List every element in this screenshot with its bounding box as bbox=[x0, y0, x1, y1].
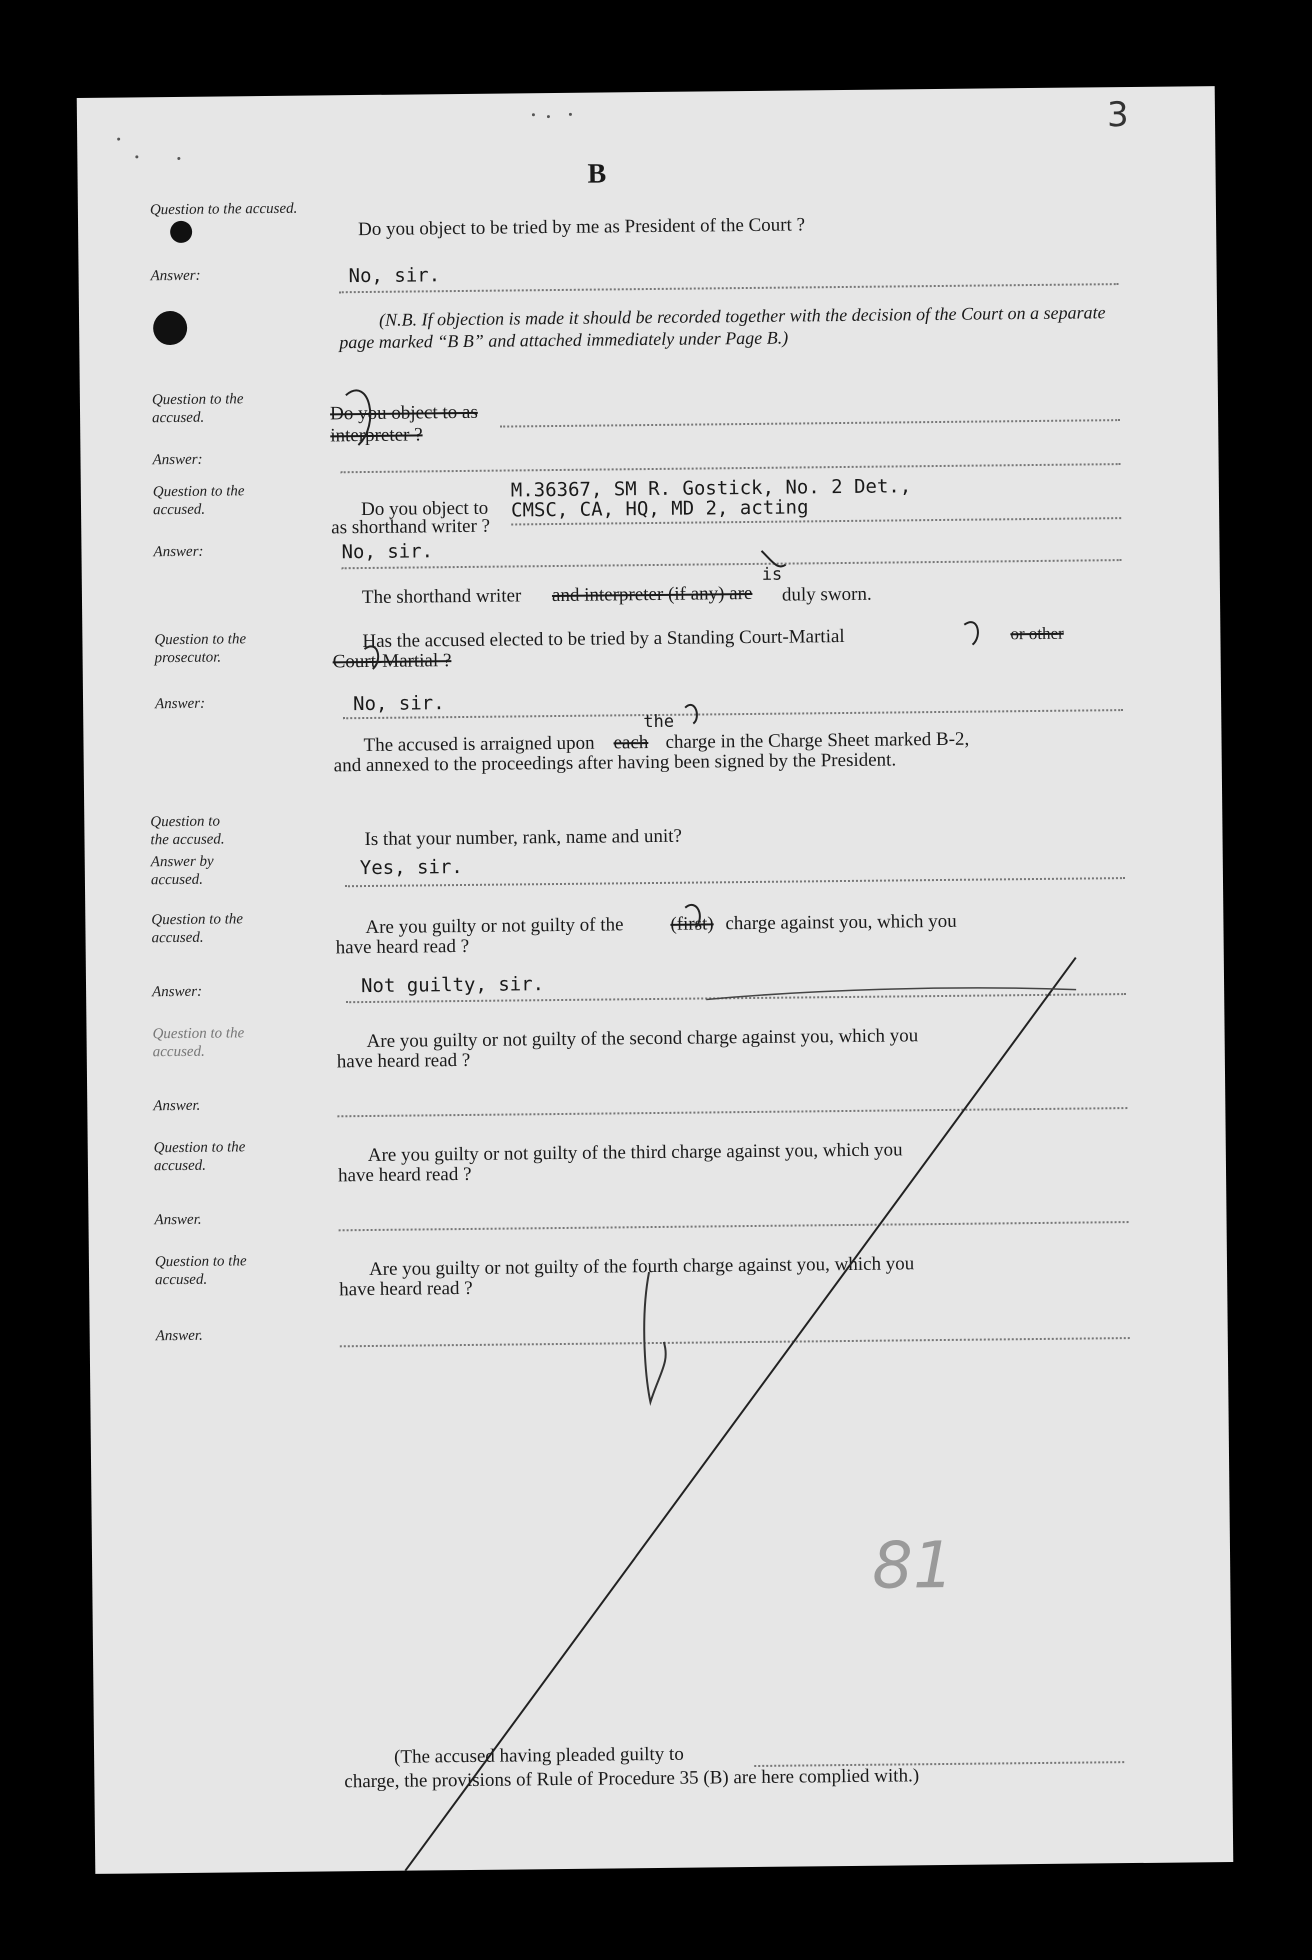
answer-text: No, sir. bbox=[348, 264, 441, 288]
struck-text: and interpreter (if any) are bbox=[551, 582, 753, 607]
question-text: Are you guilty or not guilty of the second charge against you, which you bbox=[366, 1025, 919, 1053]
pen-marks-overlay bbox=[77, 86, 1234, 1874]
answer-label: Answer. bbox=[155, 1327, 203, 1345]
question-label: Question to the accused. bbox=[149, 200, 298, 219]
answer-text: No, sir. bbox=[352, 692, 445, 716]
struck-interpreter-question: Do you object to as interpreter ? bbox=[329, 401, 478, 447]
answer-label: Answer. bbox=[153, 1097, 201, 1115]
question-text: Do you object to be tried by me as President of the Court ? bbox=[358, 214, 806, 241]
question-text: Are you guilty or not guilty of the fourth charge against you, which you bbox=[368, 1253, 915, 1281]
page-title: B bbox=[587, 158, 607, 190]
question-label: Question to the accused. bbox=[151, 391, 244, 427]
inserted-word: is bbox=[761, 564, 783, 585]
answer-label: Answer: bbox=[150, 267, 201, 285]
question-label: the accused. bbox=[150, 831, 225, 849]
question-label: Question to the accused. bbox=[153, 1139, 246, 1175]
answer-label: Answer: bbox=[152, 983, 203, 1001]
question-label: Question to the accused. bbox=[151, 911, 244, 947]
initials-mark bbox=[964, 622, 978, 645]
question-text: Are you guilty or not guilty of the third charge against you, which you bbox=[367, 1139, 903, 1167]
answer-text: No, sir. bbox=[341, 540, 434, 564]
typed-name-line-2: CMSC, CA, HQ, MD 2, acting bbox=[510, 496, 809, 522]
sworn-statement-start: The shorthand writer bbox=[361, 585, 522, 609]
initials-mark bbox=[364, 646, 378, 669]
answer-label: accused. bbox=[150, 871, 204, 889]
question-label: Question to bbox=[150, 813, 220, 831]
arraignment-text-line-2: and annexed to the proceedings after having been signed by the President. bbox=[333, 749, 897, 777]
initials-mark bbox=[762, 551, 786, 567]
sworn-statement-end: duly sworn. bbox=[781, 583, 872, 606]
question-text: have heard read ? bbox=[335, 935, 470, 959]
arraignment-text-end: charge in the Charge Sheet marked B-2, bbox=[665, 728, 970, 753]
signature-squiggle bbox=[644, 1272, 667, 1402]
struck-text: or other bbox=[1010, 623, 1064, 644]
footer-line-1: (The accused having pleaded guilty to bbox=[394, 1743, 684, 1768]
question-text: have heard read ? bbox=[339, 1277, 473, 1301]
answer-text: Yes, sir. bbox=[359, 856, 463, 880]
initials-mark bbox=[346, 390, 371, 445]
question-text: Has the accused elected to be tried by a Standing Court-Martial bbox=[362, 625, 845, 653]
document-page bbox=[77, 86, 1234, 1874]
initials-mark bbox=[685, 905, 700, 928]
nb-note: (N.B. If objection is made it should be recorded together with the decision of the Court on a separate page marked “B B” and attached immediately under Page B.) bbox=[339, 302, 1106, 353]
answer-label: Answer: bbox=[155, 695, 206, 713]
initials-mark bbox=[685, 705, 697, 724]
typed-name-line-1: M.36367, SM R. Gostick, No. 2 Det., bbox=[510, 475, 912, 502]
question-label: Question to the accused. bbox=[154, 1253, 247, 1289]
inserted-word: the bbox=[643, 711, 675, 733]
question-text: charge against you, which you bbox=[725, 910, 957, 935]
answer-label: Answer: bbox=[152, 451, 203, 469]
answer-label: Answer. bbox=[154, 1211, 202, 1229]
diagonal-cancel-line bbox=[396, 958, 1085, 1871]
question-text: Is that your number, rank, name and unit? bbox=[364, 825, 683, 851]
question-text: have heard read ? bbox=[337, 1163, 472, 1187]
struck-text: each bbox=[613, 732, 649, 754]
question-text: as shorthand writer ? bbox=[331, 515, 491, 539]
struck-text: Court-Martial ? bbox=[332, 650, 452, 673]
struck-text: (first) bbox=[670, 913, 714, 935]
page-number: 3 bbox=[1106, 94, 1129, 136]
question-text: Are you guilty or not guilty of the bbox=[365, 914, 624, 939]
answer-label: Answer by bbox=[150, 853, 214, 871]
handwritten-number: 81 bbox=[871, 1528, 954, 1604]
question-label: Question to the accused. bbox=[152, 483, 245, 519]
answer-label: Answer: bbox=[153, 543, 204, 561]
footer-line-2: charge, the provisions of Rule of Procedure 35 (B) are here complied with.) bbox=[344, 1765, 920, 1793]
pen-stroke bbox=[706, 987, 1076, 1000]
question-label: Question to the prosecutor. bbox=[154, 631, 247, 667]
arraignment-text-start: The accused is arraigned upon bbox=[363, 732, 595, 757]
question-label: Question to the accused. bbox=[152, 1025, 245, 1061]
question-text: have heard read ? bbox=[336, 1049, 471, 1073]
answer-text: Not guilty, sir. bbox=[360, 973, 545, 998]
question-text: Do you object to bbox=[360, 497, 489, 521]
